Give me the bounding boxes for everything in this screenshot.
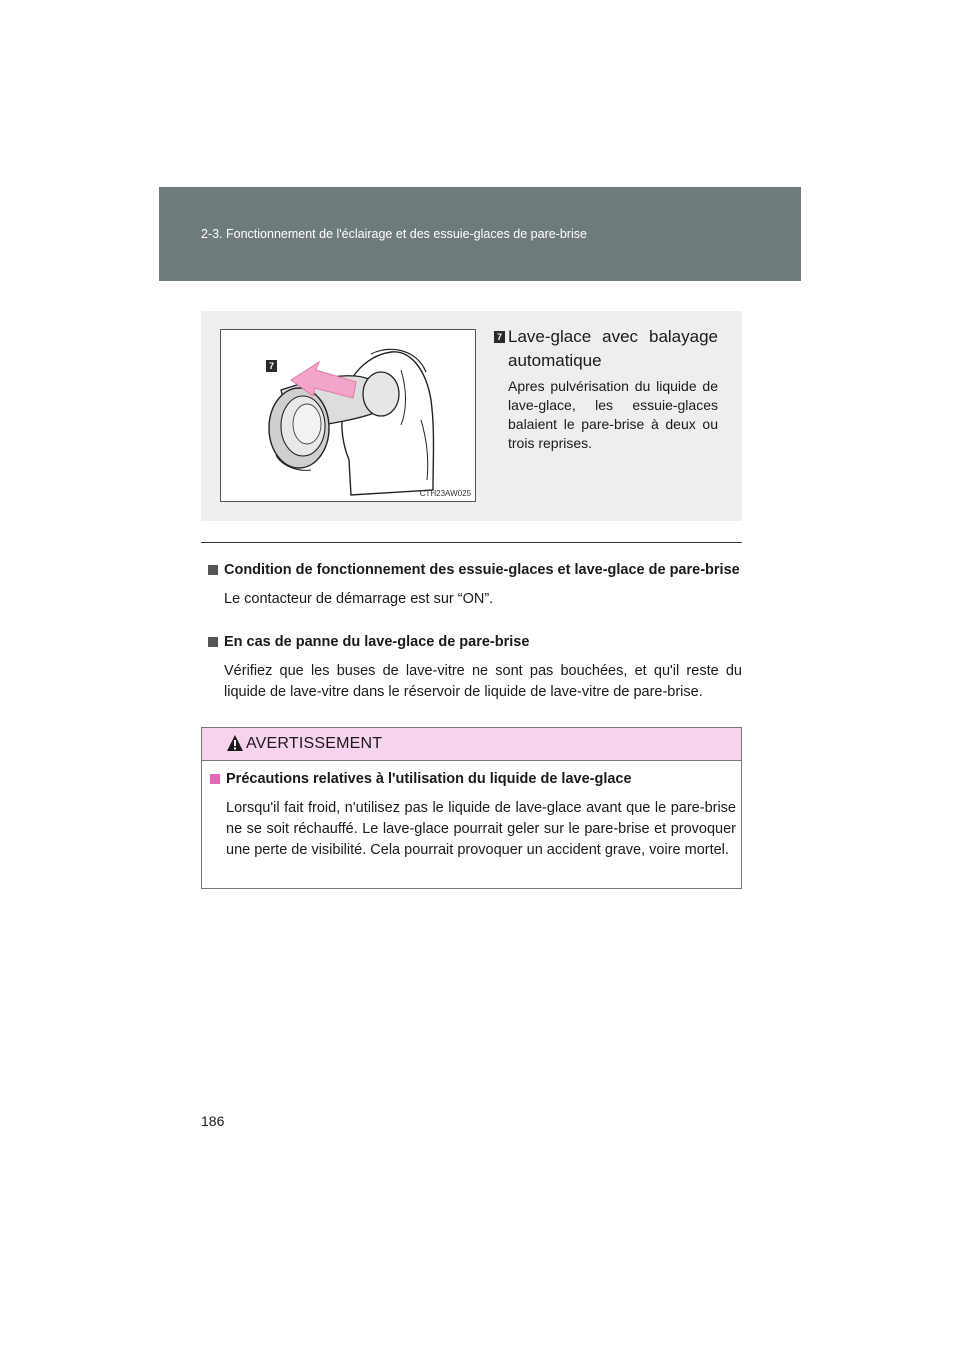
warning-label: AVERTISSEMENT bbox=[246, 735, 383, 752]
warning-content bbox=[210, 769, 736, 861]
illustration-badge: 7 bbox=[266, 360, 277, 372]
warning-text: Lorsqu'il fait froid, n'utilisez pas le liquide de lave-glace avant que le pare-brise ne se soit réchauffé. Le lave-glace pourrait geler sur le pare-brise et provoquer une perte de visibilité. Cela pourrait provoquer un accident grave, voire mortel. bbox=[226, 800, 736, 858]
illustration-code: CTH23AW025 bbox=[419, 489, 471, 498]
wiper-lever-illustration bbox=[220, 329, 476, 502]
warning-triangle-icon bbox=[226, 734, 244, 752]
section-washer-failure bbox=[208, 632, 742, 703]
illustration-panel bbox=[201, 311, 742, 521]
section-header bbox=[159, 187, 801, 281]
section-heading: Condition de fonctionnement des essuie-glaces et lave-glace de pare-brise bbox=[224, 562, 740, 578]
item-description: Apres pulvérisation du liquide de lave-glace, les essuie-glaces balaient le pare-brise à deux ou trois reprises. bbox=[508, 378, 718, 451]
warning-header bbox=[202, 728, 741, 761]
bullet-square-icon bbox=[208, 637, 218, 647]
section-operating-condition bbox=[208, 560, 742, 610]
warning-title: Précautions relatives à l'utilisation du liquide de lave-glace bbox=[226, 771, 632, 787]
warning-box bbox=[201, 727, 742, 889]
page-number: 186 bbox=[201, 1113, 225, 1129]
section-body: Le contacteur de démarrage est sur “ON”. bbox=[224, 591, 494, 607]
item-title: Lave-glace avec balayage automatique bbox=[508, 327, 718, 370]
item-badge: 7 bbox=[494, 331, 505, 343]
lever-drawing bbox=[221, 330, 476, 502]
section-title: 2-3. Fonctionnement de l'éclairage et des essuie-glaces de pare-brise bbox=[201, 227, 587, 241]
bullet-square-icon bbox=[208, 565, 218, 575]
divider bbox=[201, 542, 742, 543]
section-body: Vérifiez que les buses de lave-vitre ne sont pas bouchées, et qu'il reste du liquide de lave-vitre dans le réservoir de liquide de lave-vitre de pare-brise. bbox=[224, 663, 742, 700]
bullet-square-icon bbox=[210, 774, 220, 784]
section-heading: En cas de panne du lave-glace de pare-brise bbox=[224, 634, 530, 650]
